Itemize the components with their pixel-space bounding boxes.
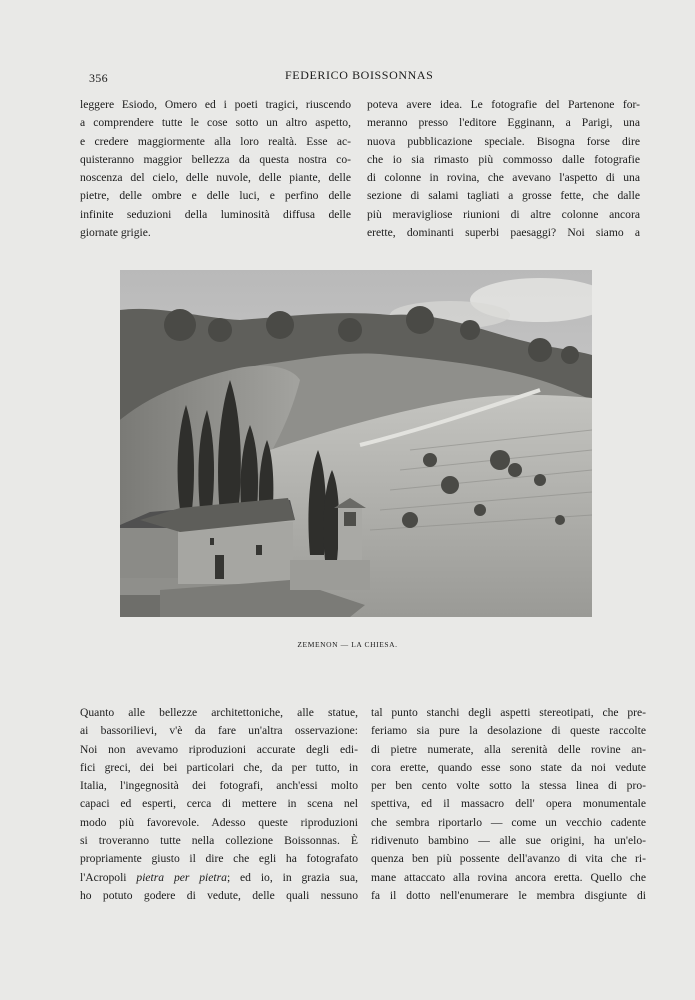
text-line: capaci ed esperti, cerca di mettere in scena nel bbox=[80, 797, 358, 811]
text-line: si troveranno tutte nella collezione Boissonnas. È bbox=[80, 834, 358, 848]
text-line: feriamo sia pure la desolazione di queste raccolte bbox=[371, 724, 646, 738]
text-line: nuova pubblicazione speciale. Bisogna forse dire bbox=[367, 134, 640, 148]
text-line: mane attaccato alla rovina ancora eretta. Quello che bbox=[371, 870, 646, 884]
text-line: cora erette, quando esse sono state da noi vedute bbox=[371, 760, 646, 774]
page-number: 356 bbox=[89, 71, 108, 85]
text-line: giornate grigie. bbox=[80, 226, 151, 240]
text-line: di pietre numerate, alla serenità delle rovine an- bbox=[371, 742, 646, 756]
text-line: meranno presso l'editore Egginann, a Parigi, una bbox=[367, 116, 640, 130]
photograph-church-landscape bbox=[120, 270, 592, 617]
text-column-bottom-right bbox=[371, 704, 646, 905]
text-line: fici greci, dei bei particolari che, da per tutto, in bbox=[80, 760, 358, 774]
text-line: e credere maggiormente alla loro realtà. Esse ac- bbox=[80, 134, 351, 148]
text-line: Noi non avevamo riproduzioni accurate degli edi- bbox=[80, 742, 358, 756]
text-line: che io sia rimasto più commosso dalle fotografie bbox=[367, 152, 640, 166]
text-fragment: ; ed io, in grazia sua, bbox=[226, 870, 358, 884]
italic-phrase: pietra per pietra bbox=[136, 870, 227, 884]
text-line: ai bassorilievi, v'è da fare un'altra osservazione: bbox=[80, 724, 358, 738]
text-line: fa il dotto nell'enumerare le membra disgiunte di bbox=[371, 888, 646, 902]
text-line: propriamente giusto il dire che egli ha fotografato bbox=[80, 852, 358, 866]
text-line bbox=[80, 869, 358, 887]
text-line: che sembra riportarlo — come un vecchio cadente bbox=[371, 815, 646, 829]
text-line: ridivenuto bambino — alle sue origini, ha un'elo- bbox=[371, 834, 646, 848]
text-column-top-left bbox=[80, 96, 351, 242]
photo-caption: ZEMENON — LA CHIESA. bbox=[297, 640, 398, 649]
text-line: tal punto stanchi degli aspetti stereotipati, che pre- bbox=[371, 706, 646, 719]
text-line: sezione di salami tagliati a grosse fette, che dalle bbox=[367, 189, 640, 203]
text-column-top-right bbox=[367, 96, 640, 242]
text-line: infinite seduzioni della luminosità diffusa delle bbox=[80, 207, 351, 221]
text-line: più meravigliose riunioni di altre colonne ancora bbox=[367, 207, 640, 221]
text-line: leggere Esiodo, Omero ed i poeti tragici, riuscendo bbox=[80, 98, 351, 111]
text-column-bottom-left bbox=[80, 704, 358, 905]
text-line: quisteranno maggior bellezza da questa nostra co- bbox=[80, 152, 351, 166]
text-line: modo più favorevole. Adesso queste riproduzioni bbox=[80, 815, 358, 829]
text-fragment: l'Acropoli bbox=[80, 870, 127, 884]
text-line: quenza ben più possente dell'avanzo di vita che ri- bbox=[371, 852, 646, 866]
text-line: Italia, l'ingegnosità dei fotografi, anch'essi molto bbox=[80, 779, 358, 793]
text-line: di colonne in rovina, che avevano l'aspetto di una bbox=[367, 171, 640, 185]
text-line: erette, dominanti superbi paesaggi? Noi siamo a bbox=[367, 226, 640, 240]
text-line: Quanto alle bellezze architettoniche, alle statue, bbox=[80, 706, 358, 719]
text-line: ho potuto godere di vedute, delle quali nessuno bbox=[80, 888, 358, 902]
text-line: noscenza del cielo, delle nuvole, delle piante, delle bbox=[80, 171, 351, 185]
text-line: pietre, delle ombre e delle luci, e perfino delle bbox=[80, 189, 351, 203]
running-title: FEDERICO BOISSONNAS bbox=[285, 68, 434, 82]
text-line: a comprendere tutte le cose sotto un altro aspetto, bbox=[80, 116, 351, 130]
text-line: per ben cento volte sotto la stessa linea di pro- bbox=[371, 779, 646, 793]
text-line: poteva avere idea. Le fotografie del Partenone for- bbox=[367, 98, 640, 111]
text-line: spettiva, ed il massacro dell' opera monumentale bbox=[371, 797, 646, 811]
